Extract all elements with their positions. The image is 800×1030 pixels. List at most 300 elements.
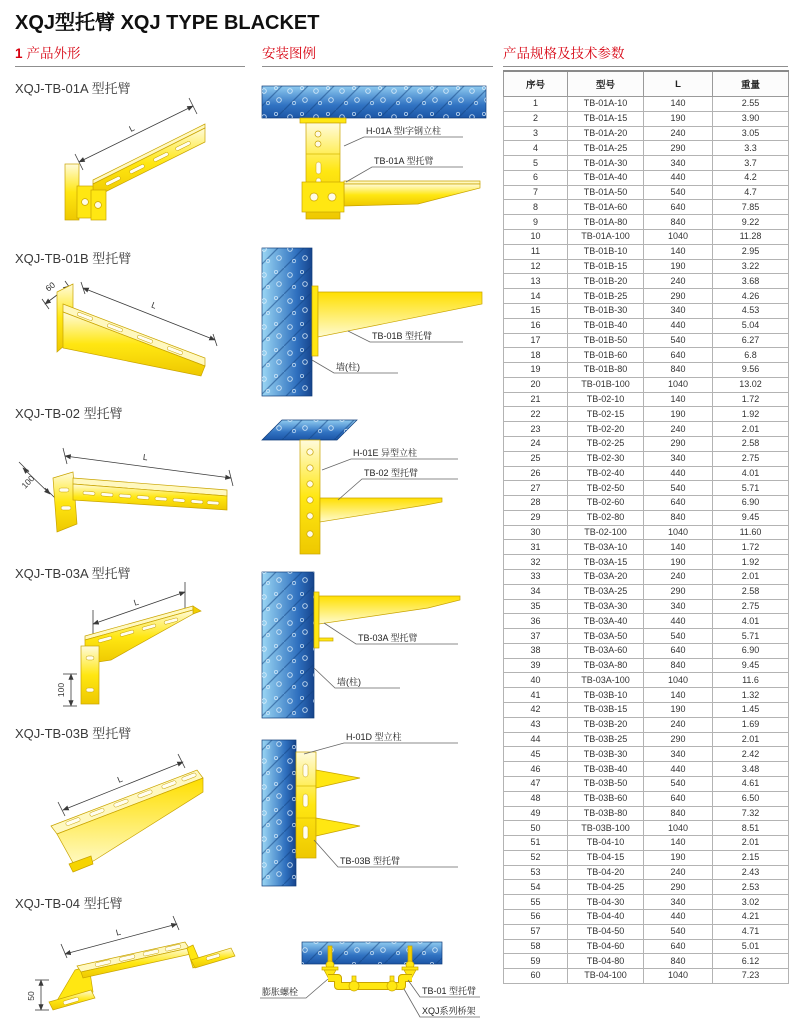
install-diagram-tb04 (258, 934, 498, 1030)
table-cell: 7.23 (713, 969, 789, 984)
table-cell: TB-03B-50 (568, 776, 644, 791)
table-cell: TB-03B-15 (568, 703, 644, 718)
table-cell: 3.48 (713, 762, 789, 777)
table-cell: 30 (504, 525, 568, 540)
table-cell: 12 (504, 259, 568, 274)
table-cell: 36 (504, 614, 568, 629)
table-cell: TB-03A-100 (568, 673, 644, 688)
table-cell: 47 (504, 776, 568, 791)
dim-label-l: L (132, 596, 140, 608)
table-cell: 35 (504, 599, 568, 614)
slot (119, 494, 131, 498)
table-row (504, 126, 789, 141)
table-cell: 190 (644, 555, 713, 570)
product-diagram-tb03a (15, 580, 245, 718)
bolt-hole (328, 193, 336, 201)
slot (207, 501, 219, 505)
table-cell: 41 (504, 688, 568, 703)
table-cell: TB-02-100 (568, 525, 644, 540)
table-cell: 3.05 (713, 126, 789, 141)
table-cell: TB-03A-15 (568, 555, 644, 570)
table-row (504, 392, 789, 407)
table-cell: 8 (504, 200, 568, 215)
table-cell: 1040 (644, 230, 713, 245)
table-cell: TB-04-15 (568, 850, 644, 865)
table-cell: 540 (644, 185, 713, 200)
table-cell: TB-01A-80 (568, 215, 644, 230)
table-cell: 1.92 (713, 407, 789, 422)
table-cell: TB-01A-50 (568, 185, 644, 200)
table-cell: TB-04-20 (568, 865, 644, 880)
concrete-texture (262, 420, 357, 440)
table-cell: TB-03A-25 (568, 584, 644, 599)
table-row (504, 747, 789, 762)
table-cell: TB-01A-20 (568, 126, 644, 141)
column-cap (300, 118, 346, 123)
table-cell: 190 (644, 259, 713, 274)
table-cell: 15 (504, 303, 568, 318)
table-row (504, 510, 789, 525)
table-cell: 1.72 (713, 392, 789, 407)
table-row (504, 525, 789, 540)
table-row (504, 451, 789, 466)
table-cell: 5.01 (713, 939, 789, 954)
flange-stub (319, 638, 333, 641)
slot (316, 162, 321, 174)
dim-tick (178, 754, 185, 768)
dim-tick (45, 488, 55, 498)
bracket-arm (319, 596, 460, 624)
table-cell: TB-03B-60 (568, 791, 644, 806)
table-cell: 6.27 (713, 333, 789, 348)
table-cell: 240 (644, 422, 713, 437)
table-cell: 540 (644, 629, 713, 644)
table-cell: 48 (504, 791, 568, 806)
table-cell: 640 (644, 939, 713, 954)
table-cell: TB-01A-25 (568, 141, 644, 156)
table-cell: TB-04-40 (568, 909, 644, 924)
bolt-hole (307, 465, 313, 471)
table-cell: 840 (644, 954, 713, 969)
table-cell: 32 (504, 555, 568, 570)
table-cell: TB-02-20 (568, 422, 644, 437)
table-cell: 6 (504, 170, 568, 185)
table-cell: 2.55 (713, 97, 789, 112)
table-cell: 29 (504, 510, 568, 525)
table-cell: 1040 (644, 969, 713, 984)
table-cell: 16 (504, 318, 568, 333)
table-cell: 51 (504, 836, 568, 851)
dim-label-l: L (150, 299, 159, 311)
table-cell: 6.12 (713, 954, 789, 969)
table-cell: 11 (504, 244, 568, 259)
table-row (504, 836, 789, 851)
table-cell: 27 (504, 481, 568, 496)
dim-label-l: L (127, 122, 137, 134)
table-cell: 1.72 (713, 540, 789, 555)
table-cell: 33 (504, 570, 568, 585)
table-row (504, 170, 789, 185)
table-cell: 46 (504, 762, 568, 777)
table-row (504, 333, 789, 348)
table-cell: TB-01A-30 (568, 156, 644, 171)
bolt-hole (95, 202, 102, 209)
table-cell: 290 (644, 289, 713, 304)
table-cell: 2.43 (713, 865, 789, 880)
table-cell: 4.26 (713, 289, 789, 304)
table-cell: 2 (504, 111, 568, 126)
table-row (504, 570, 789, 585)
bracket-arm (316, 770, 360, 788)
callout-label: TB-03A 型托臂 (358, 633, 418, 643)
table-cell: 4.2 (713, 170, 789, 185)
product-label-tb04: XQJ-TB-04 型托臂 (15, 896, 123, 911)
table-cell: 6.8 (713, 348, 789, 363)
table-cell: 190 (644, 703, 713, 718)
slot (155, 497, 167, 501)
table-cell: 640 (644, 791, 713, 806)
callout-label: TB-02 型托臂 (364, 468, 419, 478)
table-cell: 4.71 (713, 924, 789, 939)
table-cell: 56 (504, 909, 568, 924)
table-row (504, 540, 789, 555)
bracket-arm (93, 128, 205, 198)
table-cell: 440 (644, 614, 713, 629)
callout-label: TB-01A 型托臂 (374, 156, 434, 166)
product-label-tb01b: XQJ-TB-01B 型托臂 (15, 251, 132, 266)
table-cell: 2.01 (713, 836, 789, 851)
table-cell: TB-04-25 (568, 880, 644, 895)
table-cell: TB-01A-60 (568, 200, 644, 215)
table-cell: 13.02 (713, 377, 789, 392)
install-diagram-tb01b (258, 242, 498, 402)
arm-tip (193, 606, 201, 614)
table-cell: TB-03A-40 (568, 614, 644, 629)
install-diagram-tb01a (258, 84, 498, 236)
table-cell: TB-03B-80 (568, 806, 644, 821)
table-cell: 31 (504, 540, 568, 555)
table-cell: TB-04-60 (568, 939, 644, 954)
table-cell: 340 (644, 303, 713, 318)
table-cell: 2.58 (713, 584, 789, 599)
table-cell: 640 (644, 200, 713, 215)
table-cell: TB-01A-100 (568, 230, 644, 245)
section-header-products: 1 产品外形 (15, 42, 245, 67)
table-row (504, 969, 789, 984)
table-cell: 14 (504, 289, 568, 304)
table-cell: TB-03A-10 (568, 540, 644, 555)
bolt-hole (307, 531, 313, 537)
dimension-line-l (65, 456, 231, 478)
table-row (504, 363, 789, 378)
dim-label-l: L (142, 451, 149, 463)
table-cell: 43 (504, 717, 568, 732)
table-cell: 44 (504, 732, 568, 747)
table-cell: 42 (504, 703, 568, 718)
table-cell: 140 (644, 97, 713, 112)
bolt-hole (307, 449, 313, 455)
table-cell: 4.21 (713, 909, 789, 924)
bolt-hole (307, 481, 313, 487)
table-cell: 340 (644, 747, 713, 762)
callout-label: 膨胀螺栓 (262, 987, 299, 997)
slot (191, 500, 203, 504)
table-row (504, 555, 789, 570)
table-cell: 2.01 (713, 570, 789, 585)
table-cell: 1040 (644, 525, 713, 540)
table-cell: TB-03B-25 (568, 732, 644, 747)
table-cell: 290 (644, 436, 713, 451)
table-cell: 2.58 (713, 436, 789, 451)
table-row (504, 274, 789, 289)
concrete-texture (262, 572, 314, 718)
table-cell: 1.45 (713, 703, 789, 718)
table-cell: 140 (644, 244, 713, 259)
table-cell: 6.90 (713, 643, 789, 658)
bolt-hole (307, 497, 313, 503)
table-cell: 7.85 (713, 200, 789, 215)
table-row (504, 614, 789, 629)
table-cell: 4.01 (713, 466, 789, 481)
table-cell: 1040 (644, 821, 713, 836)
table-row (504, 141, 789, 156)
table-cell: 37 (504, 629, 568, 644)
table-row (504, 658, 789, 673)
table-row (504, 422, 789, 437)
table-cell: TB-01A-15 (568, 111, 644, 126)
table-cell: 45 (504, 747, 568, 762)
table-cell: 9.22 (713, 215, 789, 230)
table-row (504, 762, 789, 777)
table-cell: TB-02-25 (568, 436, 644, 451)
product-label-tb01a: XQJ-TB-01A 型托臂 (15, 81, 131, 96)
table-cell: TB-04-30 (568, 895, 644, 910)
table-cell: 240 (644, 717, 713, 732)
table-cell: 440 (644, 318, 713, 333)
table-cell: 2.01 (713, 422, 789, 437)
table-row (504, 230, 789, 245)
wall-flange (314, 592, 319, 648)
table-cell: TB-04-80 (568, 954, 644, 969)
wall-flange (312, 286, 318, 356)
bolt-hole (315, 131, 321, 137)
table-cell: TB-02-50 (568, 481, 644, 496)
table-cell: 190 (644, 407, 713, 422)
table-cell: 290 (644, 880, 713, 895)
table-cell: 4.53 (713, 303, 789, 318)
table-cell: TB-01B-40 (568, 318, 644, 333)
bracket-arm (316, 818, 360, 836)
slot (86, 688, 94, 692)
table-cell: 340 (644, 895, 713, 910)
callout-leader (344, 137, 463, 146)
table-row (504, 348, 789, 363)
table-cell: 1 (504, 97, 568, 112)
table-row (504, 791, 789, 806)
table-cell: 240 (644, 126, 713, 141)
table-cell: 2.95 (713, 244, 789, 259)
table-cell: 3.22 (713, 259, 789, 274)
table-cell: 840 (644, 806, 713, 821)
table-row (504, 215, 789, 230)
table-cell: 34 (504, 584, 568, 599)
table-row (504, 732, 789, 747)
table-cell: 640 (644, 348, 713, 363)
spec-table (503, 70, 789, 984)
table-cell: 1.92 (713, 555, 789, 570)
table-row (504, 97, 789, 112)
table-cell: 20 (504, 377, 568, 392)
bolt-hole (307, 513, 313, 519)
table-row (504, 111, 789, 126)
table-cell: 840 (644, 510, 713, 525)
slot (137, 495, 149, 499)
junction-plate (302, 182, 344, 212)
table-cell: 290 (644, 584, 713, 599)
callout-label: H-01A 型I字钢立柱 (366, 126, 442, 136)
table-row (504, 289, 789, 304)
table-row (504, 954, 789, 969)
table-cell: TB-01A-40 (568, 170, 644, 185)
table-row (504, 156, 789, 171)
section-header-specs: 产品规格及技术参数 (503, 42, 788, 67)
table-cell: 840 (644, 215, 713, 230)
slot (303, 826, 308, 839)
table-cell: 1.32 (713, 688, 789, 703)
tray-bolt (349, 981, 359, 991)
table-cell: 6.90 (713, 496, 789, 511)
table-row (504, 244, 789, 259)
table-cell: TB-01B-50 (568, 333, 644, 348)
table-cell: 840 (644, 363, 713, 378)
table-cell: 440 (644, 909, 713, 924)
table-cell: 340 (644, 599, 713, 614)
table-row (504, 185, 789, 200)
table-cell: TB-03A-50 (568, 629, 644, 644)
table-cell: 9.45 (713, 510, 789, 525)
product-diagram-tb03b (15, 740, 245, 882)
table-header-model: 型号 (568, 71, 644, 97)
table-cell: 4.7 (713, 185, 789, 200)
table-cell: 57 (504, 924, 568, 939)
dim-label-60: 60 (43, 279, 57, 294)
table-cell: TB-03B-10 (568, 688, 644, 703)
table-row (504, 259, 789, 274)
callout-label: 墙(柱) (337, 677, 361, 687)
table-cell: 54 (504, 880, 568, 895)
table-cell: 3.68 (713, 274, 789, 289)
section-header-installation: 安装图例 (262, 42, 493, 67)
install-diagram-tb03a (258, 564, 498, 722)
table-cell: 2.01 (713, 732, 789, 747)
bracket-arm (320, 498, 442, 522)
tray-bolt (387, 981, 397, 991)
table-row (504, 466, 789, 481)
table-cell: 40 (504, 673, 568, 688)
bolt-hole (310, 193, 318, 201)
table-cell: TB-01B-20 (568, 274, 644, 289)
table-cell: TB-04-50 (568, 924, 644, 939)
slot (61, 506, 71, 510)
table-cell: 23 (504, 422, 568, 437)
callout-label: TB-01B 型托臂 (372, 331, 433, 341)
table-row (504, 436, 789, 451)
bracket-arm-top (93, 124, 205, 184)
table-cell: 6.50 (713, 791, 789, 806)
dim-tick (58, 802, 65, 816)
table-cell: 5 (504, 156, 568, 171)
table-cell: 9.45 (713, 658, 789, 673)
dim-label-l: L (115, 773, 124, 785)
table-row (504, 821, 789, 836)
table-cell: 13 (504, 274, 568, 289)
slot (86, 656, 94, 660)
table-cell: TB-02-80 (568, 510, 644, 525)
slot (173, 498, 185, 502)
table-cell: 1040 (644, 377, 713, 392)
table-cell: 5.71 (713, 629, 789, 644)
product-diagram-tb01a (15, 94, 245, 234)
dim-label-100: 100 (19, 473, 37, 491)
table-row (504, 584, 789, 599)
table-cell: 28 (504, 496, 568, 511)
table-cell: 11.6 (713, 673, 789, 688)
table-cell: TB-01B-15 (568, 259, 644, 274)
table-cell: 55 (504, 895, 568, 910)
table-cell: TB-03B-100 (568, 821, 644, 836)
table-cell: 2.53 (713, 880, 789, 895)
table-cell: 11.60 (713, 525, 789, 540)
table-cell: 2.15 (713, 850, 789, 865)
dim-label-50: 50 (26, 991, 36, 1001)
table-cell: 50 (504, 821, 568, 836)
section-number: 1 (15, 46, 23, 61)
table-cell: 3.3 (713, 141, 789, 156)
table-cell: TB-02-10 (568, 392, 644, 407)
table-cell: TB-03A-30 (568, 599, 644, 614)
callout-leader (338, 479, 458, 500)
table-cell: 53 (504, 865, 568, 880)
table-cell: 140 (644, 688, 713, 703)
table-header-length: L (644, 71, 713, 97)
table-row (504, 895, 789, 910)
concrete-texture (262, 248, 312, 396)
table-cell: 4.01 (713, 614, 789, 629)
bolt-hole (82, 199, 89, 206)
bracket-arm-top (344, 181, 480, 184)
table-cell: 52 (504, 850, 568, 865)
table-row (504, 318, 789, 333)
table-cell: 39 (504, 658, 568, 673)
table-cell: 240 (644, 865, 713, 880)
page-title: XQJ型托臂 XQJ TYPE BLACKET (15, 12, 320, 34)
table-row (504, 865, 789, 880)
table-cell: TB-02-15 (568, 407, 644, 422)
table-row (504, 688, 789, 703)
table-row (504, 776, 789, 791)
table-cell: 440 (644, 170, 713, 185)
table-cell: TB-01B-10 (568, 244, 644, 259)
slot (303, 794, 308, 807)
table-row (504, 673, 789, 688)
table-cell: 240 (644, 570, 713, 585)
install-diagram-tb02 (258, 412, 498, 562)
table-cell: 22 (504, 407, 568, 422)
table-row (504, 303, 789, 318)
bolt-hole (315, 141, 321, 147)
bracket-arm (344, 184, 480, 206)
table-cell: 3 (504, 126, 568, 141)
